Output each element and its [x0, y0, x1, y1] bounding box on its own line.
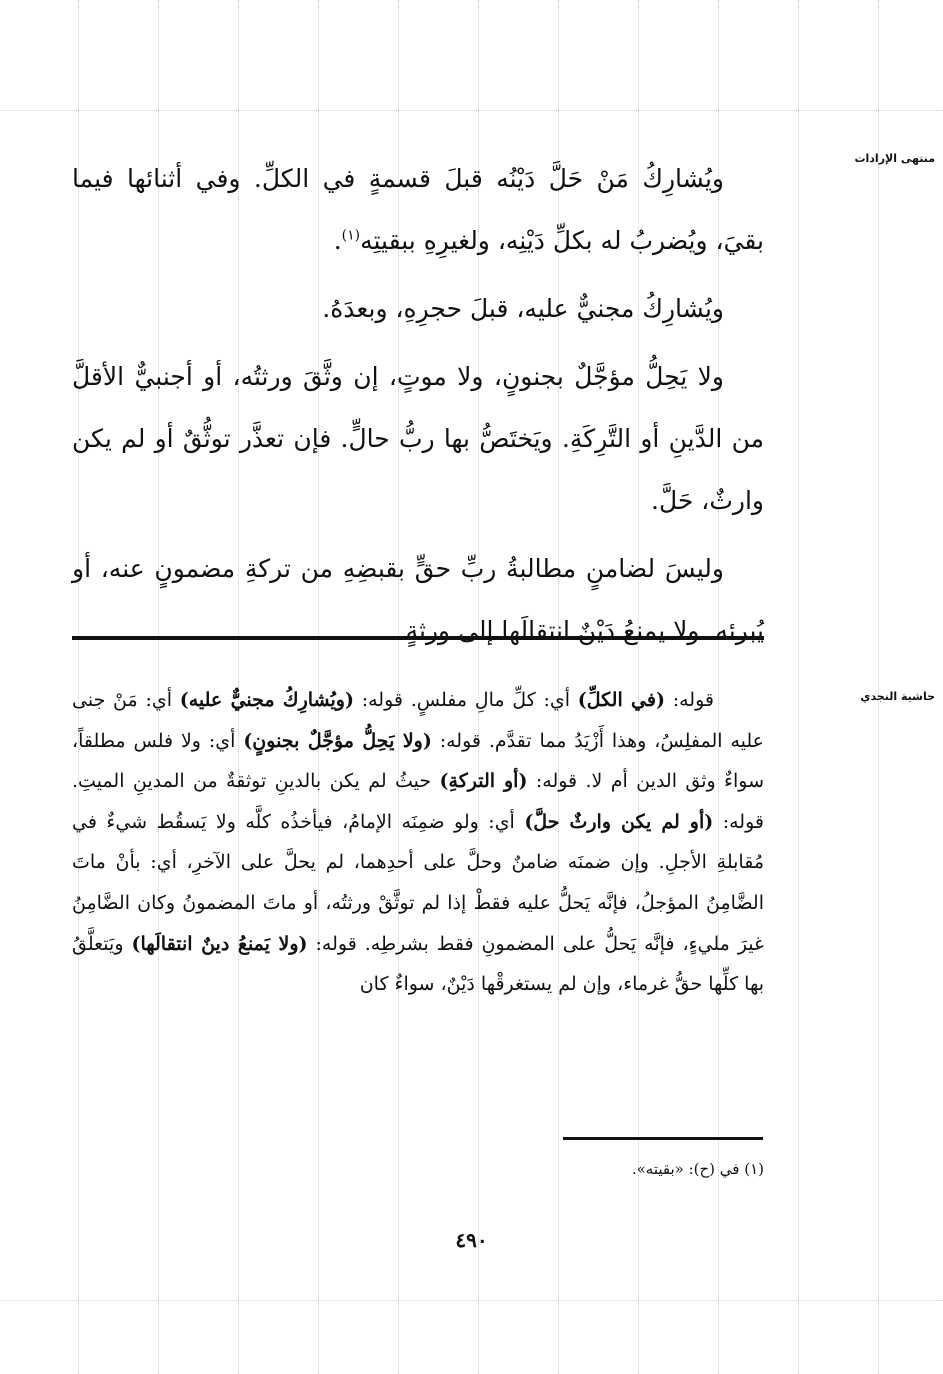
- grid-line: [0, 110, 943, 111]
- quoted-lemma: (ويُشارِكُ مجنيٌّ عليه): [179, 689, 354, 711]
- commentary-text-run: ويَتعلَّقُ بها كلِّها حقُّ غرماء، وإن لم يستغرقْها دَيْنٌ، سواءٌ كان: [72, 932, 764, 996]
- commentary-text: [72, 680, 764, 1005]
- footnote-divider: [563, 1137, 763, 1140]
- commentary-text-run: أي: ولو ضمِنَه الإمامُ، فيأخذُه كلَّه ولا يَسقُط شيءٌ في مُقابلةِ الأجلِ. وإن ضمنَه ضامنٌ وحلَّ على أحدِهما، لم يحلَّ على الآخرِ، أي: بأنْ ماتَ الضَّامِنُ المؤجلُ، فإنَّه يَحلُّ عليه فقطْ إذا لم توثَّقْ ورثتُه، أو ماتَ المضمونُ وكان الضَّامِنُ غيرَ مليءٍ، فإنَّه يَحلُّ على المضمونِ فقط بشرطِه. قوله:: [72, 810, 764, 955]
- commentary-text-run: أي: كلِّ مالِ مفلسٍ. قوله:: [353, 689, 578, 711]
- grid-line: [0, 1300, 943, 1301]
- footnote-reference: (١): [341, 227, 361, 244]
- quoted-lemma: (أو لم يكن وارثٌ حلَّ): [524, 810, 714, 833]
- book-title-label: منتهى الإرادات: [854, 152, 935, 165]
- main-paragraph: [72, 148, 764, 272]
- main-paragraph: ولا يَحِلُّ مؤجَّلٌ بجنونٍ، ولا موتٍ، إن وثَّقَ ورثتُه، أو أجنبيٌّ الأقلَّ من الدَّينِ أو التَّرِكَةِ. ويَختَصُّ بها ربُّ حالٍّ. فإن تعذَّر توثُّقٌ أو لم يكن وارثٌ، حَلَّ.: [72, 362, 764, 515]
- commentary-text-run: أي: مَنْ جنى عليه المفلِسُ، وهذا أَزْيَدُ مما تقدَّم. قوله:: [72, 689, 764, 752]
- main-text: [72, 148, 764, 668]
- main-paragraph: ويُشارِكُ مجنيٌّ عليه، قبلَ حجرِهِ، وبعدَهُ.: [322, 294, 724, 323]
- main-paragraph-text: ويُشارِكُ مَنْ حَلَّ دَيْنُه قبلَ قسمةٍ في الكلِّ. وفي أثنائها فيما بقيَ، ويُضربُ له بكلِّ دَيْنِه، ولغيرِهِ ببقيتِه: [72, 164, 764, 255]
- grid-line: [798, 0, 799, 1374]
- commentary-title-label: حاشية النجدي: [860, 690, 935, 703]
- quoted-lemma: (ولا يَحِلُّ مؤجَّلٌ بجنونٍ): [243, 729, 432, 752]
- footnote: (١) في (ح): «بقيته».: [631, 1160, 764, 1178]
- commentary-text-run: أي: ولا فلس مطلقاً، سواءٌ وثق الدين أم لا. قوله:: [72, 729, 764, 793]
- section-divider: [72, 636, 764, 640]
- quoted-lemma: (أو التركةِ): [439, 770, 528, 793]
- main-paragraph-end: .: [333, 226, 342, 255]
- page-number: ٤٩٠: [455, 1228, 488, 1252]
- quoted-lemma: (ولا يَمنعُ دينٌ انتقالَها): [131, 932, 308, 955]
- grid-line: [878, 0, 879, 1374]
- quoted-lemma: (في الكلِّ): [577, 689, 665, 711]
- commentary-text-run: قوله:: [664, 689, 714, 711]
- main-paragraph: وليسَ لضامنٍ مطالبةُ ربِّ حقٍّ بقبضِهِ من تركةِ مضمونٍ عنه، أو يُبرئه. ولا يمنعُ دَيْنٌ انتقالَها إلى ورثةٍ.: [72, 554, 764, 645]
- commentary-paragraph: [72, 680, 764, 1005]
- commentary-text-run: حيثُ لم يكن بالدينِ توثقةٌ من المدينِ الميتِ. قوله:: [72, 770, 764, 833]
